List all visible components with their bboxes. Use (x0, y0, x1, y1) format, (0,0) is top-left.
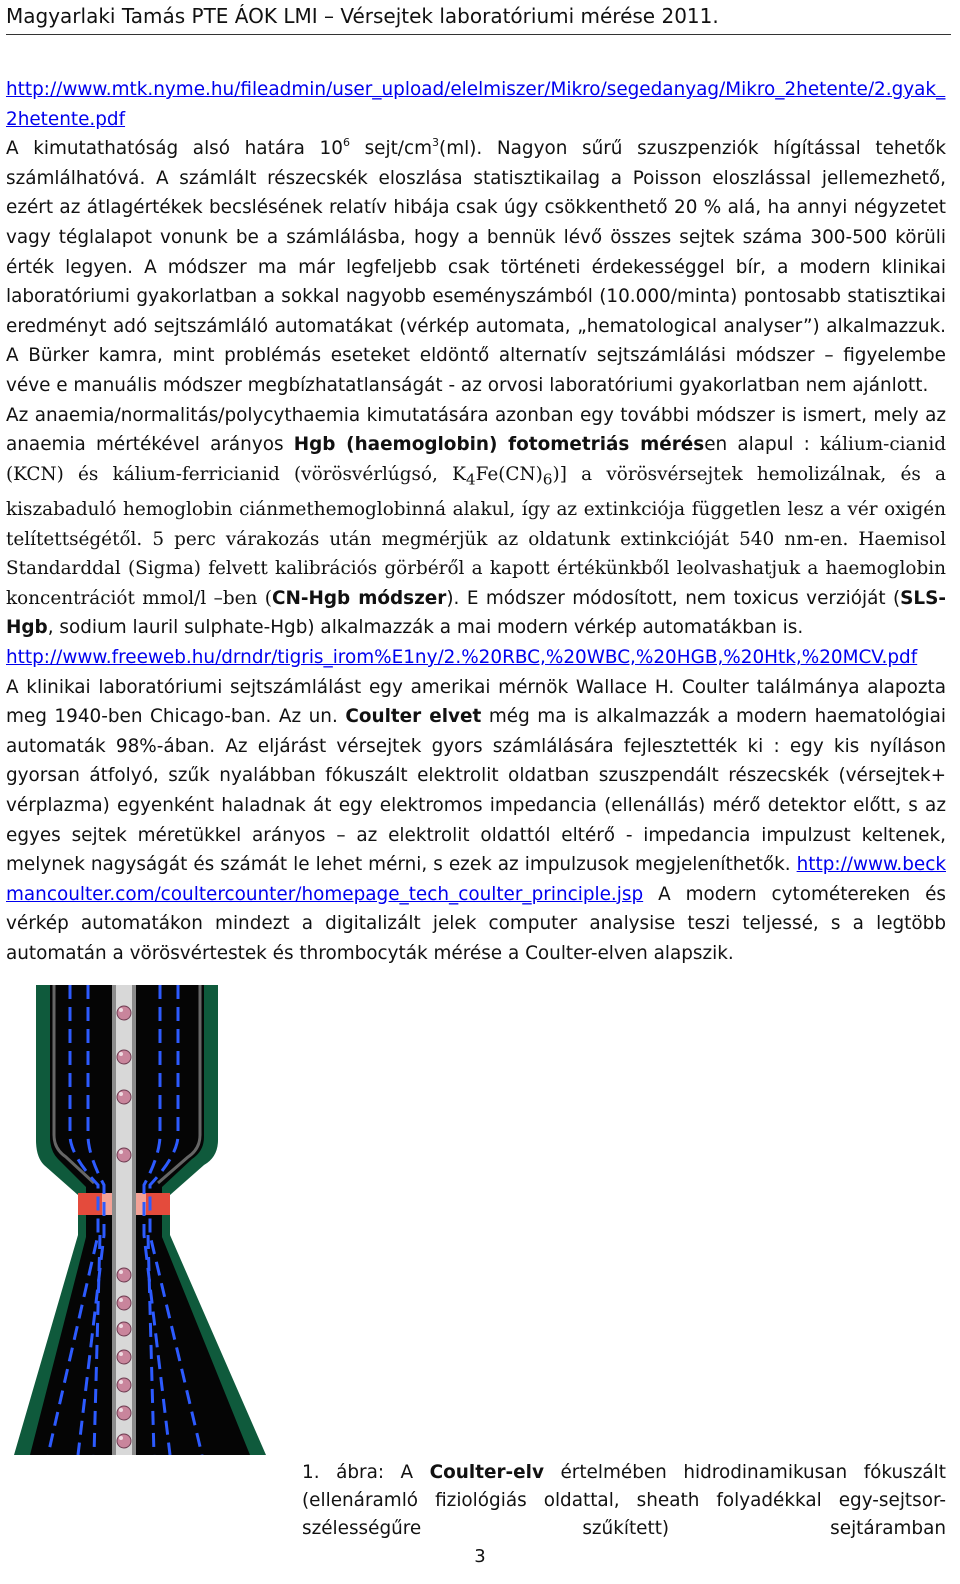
bold-term-sls-hgb: SLS-Hgb (6, 587, 946, 639)
subscript: 6 (542, 470, 553, 489)
serif-text: )] a vörösvérsejtek hemolizálnak, és a kiszabaduló hemoglobin ciánmethemoglobinná alakul, így az extinkciója független lesz a vér oxigén telítettségétől. 5 perc várakozás után megmérjük az oldatunk extinkcióját 540 nm-en. Haemisol Standarddal (Sigma) felvett kalibrációs görbéről a kapott értékünkből leolvashatjuk a haemoglobin koncentrációt mmol/l –ben ( (6, 463, 947, 609)
caption-text: értelmében hidrodinamikusan fókuszált (ellenáramló fiziológiás oldattal, sheath folyadékkal egy-sejtsor-szélességűre szűkített) sejtáramban (302, 1462, 946, 1539)
bold-term-hgb: Hgb (haemoglobin) fotometriás mérés (293, 434, 705, 456)
header-title: Magyarlaki Tamás PTE ÁOK LMI – Vérsejtek laboratóriumi mérése 2011. (6, 4, 719, 28)
caption-bold-term: Coulter-elv (429, 1462, 544, 1483)
paragraph-1 (6, 75, 946, 401)
superscript: 6 (342, 136, 350, 150)
paragraph-3 (6, 673, 946, 969)
text-span: ). E módszer módosított, nem toxicus verzióját ( (446, 587, 901, 609)
caption-text: 1. ábra: A (302, 1462, 430, 1483)
subscript: 4 (465, 470, 476, 489)
superscript: 3 (432, 136, 440, 150)
text-span: sejt/cm (349, 138, 433, 160)
text-span: még ma is alkalmazzák a modern haematológiai automaták 98%-ában. Az eljárást vérsejtek gyors számlálására fejlesztették ki : egy kis nyíláson gyorsan átfolyó, szűk nyalábban fókuszált elektrolit oldatban szuszpendált részecskék (vérsejtek+ vérplazma) egyenként haladnak át egy elektromos impedancia (ellenállás) mérő detektor előtt, s az egyes sejtek méretükkel arányos – az elektrolit oldattól eltérő - impedancia impulzust keltenek, melynek nagyságát és számát le lehet mérni, s ezek az impulzusok megjeleníthetők. (6, 706, 946, 876)
link-freeweb[interactable]: http://www.freeweb.hu/drndr/tigris_irom%E1ny/2.%20RBC,%20WBC,%20HGB,%20Htk,%20MCV.pdf (6, 646, 918, 668)
text-span: A számlált részecskék eloszlása statisztikailag a Poisson eloszlással jellemezhető, ezért az átlagértékek becslésének relatív hibája csak úgy csökkenthető 20 % alá, ha annyi négyzetet vagy téglalapot vonunk be a számlálásba, hogy a bennük lévő összes sejtek száma 300-500 körüli érték legyen. A módszer ma már legfeljebb csak történeti érdekességgel bír, a modern klinikai laboratóriumi gyakorlatban a sokkal nagyobb eseményszámból (10.000/minta) pontosabb statisztikai eredményt adó sejtszámláló automatákat (vérkép automata, „hematological analyser”) alkalmazzuk. A Bürker kamra, mint problémás eseteket eldöntő alternatív sejtszámlálási módszer – figyelembe véve e manuális módszer megbízhatatlanságát - az orvosi laboratóriumi gyakorlatban nem ajánlott. (6, 167, 946, 396)
paragraph-2 (6, 401, 946, 673)
text-span: A klinikai laboratóriumi sejtszámlálást egy amerikai mérnök Wallace H. Coulter találmánya alapozta meg 1940-ben Chicago-ban. Az un. (6, 676, 946, 728)
coulter-flow-illustration (8, 985, 268, 1455)
text-span: Az anaemia/normalitás/polycythaemia kimutatására azonban egy további módszer is ismert, mely az anaemia mértékével arányos (6, 404, 946, 456)
text-span: A modern cytométereken és vérkép automatákon mindezt a digitalizált jelek computer analysise teszi teljessé, s a legtöbb automatán a vörösvértestek és thrombocyták mérése a Coulter-elven alapszik. (6, 883, 946, 964)
text-span: A kimutathatóság alsó határa 10 (6, 138, 343, 160)
coulter-principle-figure (8, 985, 268, 1455)
page-number: 3 (474, 1546, 486, 1567)
text-span: en alapul : (704, 434, 820, 456)
document-body (6, 75, 946, 968)
link-mtk-nyme[interactable]: http://www.mtk.nyme.hu/fileadmin/user_upload/elelmiszer/Mikro/segedanyag/Mikro_2hetente/2.gyak_2hetente.pdf (6, 79, 946, 130)
text-span: , sodium lauril sulphate-Hgb) alkalmazzák a mai modern vérkép automatákban is. (47, 617, 804, 639)
bold-term-coulter: Coulter elvet (345, 706, 482, 728)
caption-line (6, 1459, 946, 1543)
text-span: (ml). Nagyon sűrű szuszpenziók hígítással tehetők számlálhatóvá. (6, 138, 946, 189)
serif-text: Fe(CN) (475, 463, 543, 485)
figure-caption (6, 1459, 946, 1543)
bold-term-cn-hgb: CN-Hgb módszer (271, 587, 447, 609)
link-beckman-coulter[interactable]: http://www.beckmancoulter.com/coultercounter/homepage_tech_coulter_principle.jsp (6, 854, 946, 905)
page-header (6, 4, 951, 35)
serif-text: kálium-cianid (KCN) és kálium-ferricianid (vörösvérlúgsó, K (6, 434, 946, 485)
